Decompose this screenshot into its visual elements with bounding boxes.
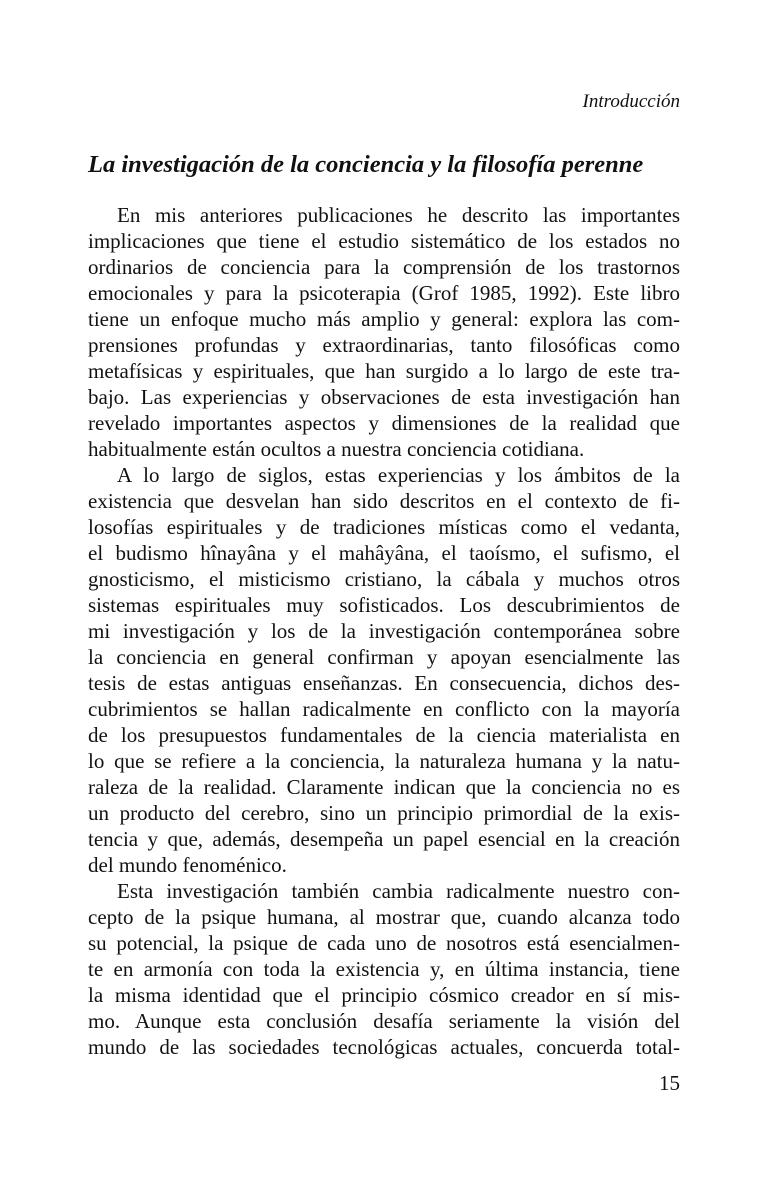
paragraph-1: [88, 202, 680, 462]
text-line: mundo de las sociedades tecnológicas actuales, concuerda total-: [88, 1035, 680, 1059]
text-line: habitualmente están ocultos a nuestra conciencia cotidiana.: [88, 437, 585, 461]
section-title: La investigación de la conciencia y la filosofía perenne: [88, 151, 644, 178]
text-line: losofías espirituales y de tradiciones místicas como el vedanta,: [88, 515, 680, 539]
book-page: [88, 0, 680, 1183]
text-line: revelado importantes aspectos y dimensiones de la realidad que: [88, 411, 680, 435]
text-line: sistemas espirituales muy sofisticados. Los descubrimientos de: [88, 593, 680, 617]
running-head: Introducción: [582, 91, 680, 112]
text-line: de los presupuestos fundamentales de la ciencia materialista en: [88, 723, 680, 747]
text-line: bajo. Las experiencias y observaciones de esta investigación han: [88, 385, 680, 409]
page-number: 15: [659, 1071, 680, 1095]
text-line: del mundo fenoménico.: [88, 853, 287, 877]
text-line: mo. Aunque esta conclusión desafía seriamente la visión del: [88, 1009, 680, 1033]
text-line: la misma identidad que el principio cósmico creador en sí mis-: [88, 983, 680, 1007]
text-line: te en armonía con toda la existencia y, en última instancia, tiene: [88, 957, 680, 981]
text-line: En mis anteriores publicaciones he descrito las importantes: [117, 203, 680, 227]
text-line: existencia que desvelan han sido descritos en el contexto de fi-: [88, 489, 680, 513]
text-line: tesis de estas antiguas enseñanzas. En consecuencia, dichos des-: [88, 671, 680, 695]
text-line: metafísicas y espirituales, que han surgido a lo largo de este tra-: [88, 359, 680, 383]
text-line: ordinarios de conciencia para la comprensión de los trastornos: [88, 255, 680, 279]
text-line: cubrimientos se hallan radicalmente en conflicto con la mayoría: [88, 697, 680, 721]
text-line: un producto del cerebro, sino un principio primordial de la exis-: [88, 801, 680, 825]
text-line: emocionales y para la psicoterapia (Grof 1985, 1992). Este libro: [88, 281, 680, 305]
text-line: su potencial, la psique de cada uno de nosotros está esencialmen-: [88, 931, 680, 955]
text-line: prensiones profundas y extraordinarias, tanto filosóficas como: [88, 333, 680, 357]
text-line: el budismo hînayâna y el mahâyâna, el taoísmo, el sufismo, el: [88, 541, 680, 565]
body-text: [88, 202, 680, 1060]
text-line: implicaciones que tiene el estudio sistemático de los estados no: [88, 229, 680, 253]
paragraph-3: [88, 878, 680, 1060]
text-line: lo que se refiere a la conciencia, la naturaleza humana y la natu-: [88, 749, 680, 773]
text-line: tencia y que, además, desempeña un papel esencial en la creación: [88, 827, 680, 851]
text-line: raleza de la realidad. Claramente indican que la conciencia no es: [88, 775, 680, 799]
text-line: cepto de la psique humana, al mostrar que, cuando alcanza todo: [88, 905, 680, 929]
paragraph-2: [88, 462, 680, 878]
text-line: mi investigación y los de la investigación contemporánea sobre: [88, 619, 680, 643]
text-line: gnosticismo, el misticismo cristiano, la cábala y muchos otros: [88, 567, 680, 591]
text-line: tiene un enfoque mucho más amplio y general: explora las com-: [88, 307, 680, 331]
text-line: la conciencia en general confirman y apoyan esencialmente las: [88, 645, 680, 669]
text-line: Esta investigación también cambia radicalmente nuestro con-: [117, 879, 680, 903]
text-line: A lo largo de siglos, estas experiencias y los ámbitos de la: [117, 463, 680, 487]
